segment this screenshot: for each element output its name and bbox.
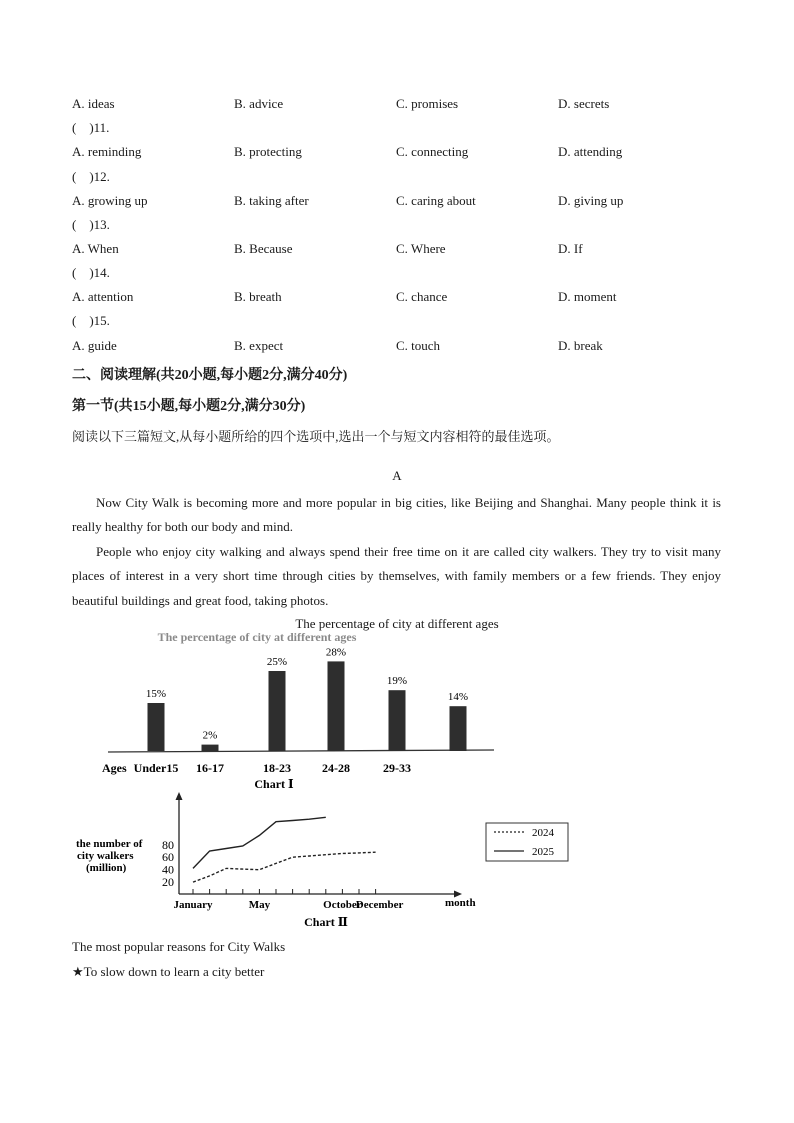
bar-1 [202, 745, 219, 751]
legend-label-2025: 2025 [532, 846, 554, 858]
bar-value-label-4: 19% [386, 675, 408, 688]
option-d[interactable]: D. moment [558, 289, 617, 304]
option-d[interactable]: D. break [558, 338, 603, 353]
section-heading: 二、阅读理解(共20小题,每小题2分,满分40分) [72, 368, 348, 383]
chart-2-xlabel: month [445, 897, 476, 909]
option-a[interactable]: A. attention [72, 289, 134, 304]
option-d[interactable]: D. If [558, 241, 583, 256]
category-label-1: 16-17 [196, 761, 224, 775]
option-b[interactable]: B. protecting [234, 144, 302, 159]
bar-chart [72, 630, 512, 795]
option-b[interactable]: B. Because [234, 241, 293, 256]
line-chart [72, 790, 572, 935]
y-tick-label-0: 20 [162, 875, 174, 890]
option-d[interactable]: D. giving up [558, 193, 624, 208]
chart-2-ylabel-line-1: city walkers [77, 850, 134, 862]
chart-1-xlabel: Ages [102, 761, 127, 775]
option-c[interactable]: C. connecting [396, 144, 469, 159]
bar-value-label-2: 25% [266, 656, 288, 668]
passage-label: A [392, 468, 402, 483]
question-12-options [72, 193, 722, 213]
question-13-number: ( )13. [72, 217, 110, 232]
bar-value-label-1: 2% [202, 729, 218, 742]
category-label-0: Under15 [133, 761, 179, 775]
paragraph-2: People who enjoy city walking and always spend their free time on it are called city walkers. They try to visit many places of interest in a very short time through cities by themselves, with family members or a few friends. They enjoy beautiful buildings and great food, taking photos. [72, 544, 721, 608]
chart-1-title: The percentage of city at different ages [157, 630, 357, 644]
option-d[interactable]: D. secrets [558, 96, 610, 111]
y-tick-label-3: 80 [162, 837, 174, 852]
chart-2-caption: Chart Ⅱ [304, 915, 348, 929]
chart-caption: The percentage of city at different ages [295, 616, 499, 631]
bar-value-label-5: 14% [447, 691, 469, 704]
chart-2-legend [486, 823, 568, 861]
option-d[interactable]: D. attending [558, 144, 623, 159]
option-a[interactable]: A. ideas [72, 96, 115, 111]
chart-1-caption: Chart Ⅰ [254, 777, 294, 791]
chart-1-baseline [108, 750, 494, 752]
option-c[interactable]: C. caring about [396, 193, 476, 208]
option-c[interactable]: C. promises [396, 96, 459, 111]
option-b[interactable]: B. expect [234, 338, 284, 353]
question-13-options [72, 241, 722, 261]
x-tick-label-0: January [173, 899, 213, 911]
x-tick-label-3: December [355, 899, 404, 911]
question-15-options [72, 338, 722, 358]
category-label-3: 24-28 [322, 761, 350, 775]
y-tick-label-1: 40 [162, 862, 174, 877]
bar-value-label-3: 28% [325, 646, 347, 659]
option-a[interactable]: A. growing up [72, 193, 148, 208]
question-15-number: ( )15. [72, 313, 110, 328]
question-10-options [72, 96, 722, 116]
question-14-options [72, 289, 722, 309]
chart-2-ylabel-line-2: (million) [86, 862, 127, 874]
question-11-options [72, 144, 722, 164]
y-tick-label-2: 60 [162, 850, 174, 865]
option-a[interactable]: A. reminding [72, 144, 142, 159]
chart-2-ylabel [76, 838, 143, 874]
bar-5 [450, 706, 467, 751]
x-tick-label-2: October [323, 899, 362, 911]
category-label-2: 18-23 [263, 761, 291, 775]
series-line-2024 [193, 852, 376, 882]
option-c[interactable]: C. Where [396, 241, 446, 256]
option-a[interactable]: A. guide [72, 338, 117, 353]
chart-2-y-arrow [176, 792, 183, 800]
reasons-title: The most popular reasons for City Walks [72, 939, 286, 954]
option-a[interactable]: A. When [72, 241, 119, 256]
option-c[interactable]: C. touch [396, 338, 441, 353]
legend-label-2024: 2024 [532, 827, 554, 839]
bar-value-label-0: 15% [145, 688, 167, 700]
question-11-number: ( )11. [72, 120, 110, 135]
bar-0 [148, 703, 165, 751]
series-line-2025 [193, 817, 326, 868]
bar-3 [328, 661, 345, 751]
x-tick-label-1: May [248, 899, 271, 911]
option-b[interactable]: B. advice [234, 96, 284, 111]
category-label-4: 29-33 [383, 761, 411, 775]
reason-item: ★To slow down to learn a city better [72, 964, 265, 979]
option-b[interactable]: B. breath [234, 289, 282, 304]
paragraph-1: Now City Walk is becoming more and more popular in big cities, like Beijing and Shanghai. Many people think it is really healthy for both our body and mind. [72, 495, 721, 535]
option-c[interactable]: C. chance [396, 289, 448, 304]
chart-2-ylabel-line-0: the number of [76, 838, 143, 850]
bar-4 [389, 690, 406, 751]
question-12-number: ( )12. [72, 169, 110, 184]
instructions: 阅读以下三篇短文,从每小题所给的四个选项中,选出一个与短文内容相符的最佳选项。 [72, 429, 560, 444]
bar-2 [269, 671, 286, 751]
question-14-number: ( )14. [72, 265, 110, 280]
option-b[interactable]: B. taking after [234, 193, 309, 208]
part-heading: 第一节(共15小题,每小题2分,满分30分) [72, 399, 306, 414]
